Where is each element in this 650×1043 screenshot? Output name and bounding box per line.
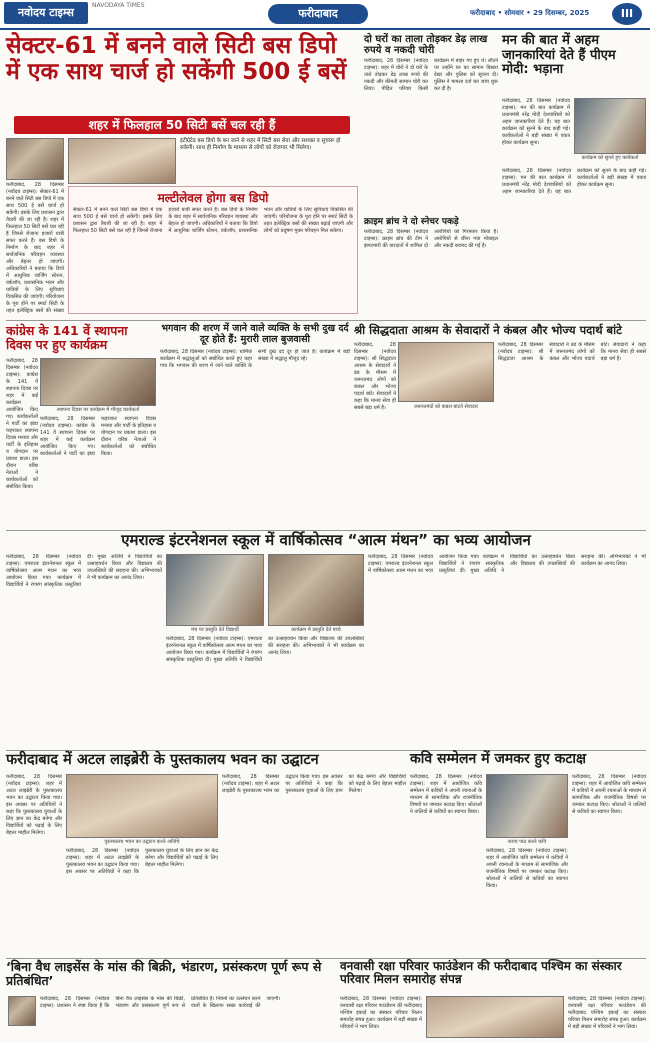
lead-text-col1: फरीदाबाद, 28 दिसम्बर (नवोदय टाइम्स): सेक्टर-61 में बनने वाले सिटी बस डिपो में एक साथ 500 ई बसें चार्ज हो सकेंगी। इसके लिए प्रशासन द्वारा तैयारी की जा रही है। शहर में फिलहाल 50 सिटी बसें चल रही हैं जिनसे रोजाना हजारों यात्री सफर करते हैं। बस डिपो के निर्माण के बाद शहर में सार्वजनिक परिवहन व्यवस्था और बेहतर हो जाएगी। अधिकारियों ने बताया कि डिपो में आधुनिक चार्जिंग स्टेशन, वर्कशॉप, प्रशासनिक भवन और यात्रियों के लिए सुविधाएं विकसित की जाएंगी। परियोजना के पूरा होने पर स्मार्ट सिटी के तहत इलेक्ट्रिक बसों की संख्या	[6, 182, 64, 314]
multilevel-box	[68, 186, 358, 314]
vanvasi-photo	[426, 996, 564, 1038]
congress-caption: स्थापना दिवस पर कार्यक्रम में मौजूद कार्यकर्ता	[56, 407, 140, 413]
emerald-photo-2	[268, 554, 364, 626]
crime-branch-headline: क्राइम ब्रांच ने दो स्नेचर पकड़े	[364, 217, 459, 228]
mann-photo	[574, 98, 646, 154]
library-headline: फरीदाबाद में अटल लाइब्रेरी के पुस्तकालय भवन का उद्घाटन	[6, 752, 319, 768]
mann-text-top: फरीदाबाद, 28 दिसम्बर (नवोदय टाइम्स): मन की बात कार्यक्रम में प्रधानमंत्री नरेंद्र मोदी देशवासियों को अहम जानकारियां देते हैं। यह बात कार्यक्रम को सुनने के बाद कही गई। कार्यकर्ताओं ने बड़ी संख्या में एकत्र होकर कार्यक्रम सुना।	[502, 98, 570, 146]
lead-headline-block	[6, 34, 358, 114]
emerald-caption-2: कार्यक्रम में प्रस्तुति देते बच्चे	[291, 627, 341, 633]
mann-text: फरीदाबाद, 28 दिसम्बर (नवोदय टाइम्स): मन की बात कार्यक्रम में प्रधानमंत्री नरेंद्र मोदी देशवासियों को अहम जानकारियां देते हैं। यह बात कार्यक्रम को सुनने के बाद कही गई। कार्यकर्ताओं ने बड़ी संख्या में एकत्र होकर कार्यक्रम सुना।	[502, 168, 646, 195]
lead-headline: सेक्टर-61 में बनने वाले सिटी बस डिपो में एक साथ चार्ज हो सकेंगी 500 ई बसें	[6, 33, 347, 85]
divider	[6, 320, 646, 321]
vanvasi-text-right: फरीदाबाद, 28 दिसम्बर (नवोदय टाइम्स): वनवासी रक्षा परिवार फाउंडेशन की फरीदाबाद पश्चिम इकाई का संस्कार परिवार मिलन समारोह संपन्न हुआ। कार्यक्रम में बड़ी संख्या में परिवारों ने भाग लिया।	[568, 996, 646, 1030]
emerald-text-right: फरीदाबाद, 28 दिसम्बर (नवोदय टाइम्स): एमराल्ड इंटरनेशनल स्कूल में वार्षिकोत्सव आत्म मंथन का भव्य आयोजन किया गया। कार्यक्रम में विद्यार्थियों ने रंगारंग सांस्कृतिक प्रस्तुतियां दीं। मुख्य अतिथि ने विद्यार्थियों का उत्साहवर्धन किया और विद्यालय की उपलब्धियों की सराहना की। अभिभावकों ने भी कार्यक्रम का आनंद लिया।	[368, 554, 646, 574]
bhagwan-story	[160, 324, 350, 530]
emerald-photo-1	[166, 554, 264, 626]
ashram-story	[354, 324, 646, 530]
theft-text: फरीदाबाद, 28 दिसम्बर (नवोदय टाइम्स): शहर में चोरों ने दो घरों के ताले तोड़कर डेढ़ लाख रुपये की नकदी और कीमती सामान चोरी कर लिया। पीड़ित परिवार किसी कार्यक्रम में बाहर गए हुए थे। लौटने पर उन्होंने घर का सामान बिखरा देखा और पुलिस को सूचना दी। पुलिस ने मामला दर्ज कर जांच शुरू कर दी है।	[364, 58, 498, 93]
mann-caption: कार्यक्रम को सुनते हुए कार्यकर्ता	[581, 155, 639, 161]
ashram-headline: श्री सिद्धदाता आश्रम के सेवादारों ने कंबल और भोज्य पदार्थ बांटे	[354, 323, 622, 337]
theft-headline: दो घरों का ताला तोड़कर डेढ़ लाख रुपये व नकदी चोरी	[364, 34, 488, 57]
lead-subhead: शहर में फिलहाल 50 सिटी बसें चल रही हैं	[14, 116, 350, 134]
bhagwan-headline: भगवान की शरण में जाने वाले व्यक्ति के सभी दुख दर्द दूर होते हैं: मुरारी लाल बुजवासी	[161, 323, 349, 345]
meat-text: फरीदाबाद, 28 दिसम्बर (नवोदय टाइम्स): प्रशासन ने स्पष्ट किया है कि बिना वैध लाइसेंस के मांस की बिक्री, भंडारण और प्रसंस्करण पूर्ण रूप से प्रतिबंधित है। नियमों का उल्लंघन करने वालों के खिलाफ सख्त कार्रवाई की जाएगी।	[40, 996, 281, 1009]
congress-text: फरीदाबाद, 28 दिसम्बर (नवोदय टाइम्स): कांग्रेस के 141 वें स्थापना दिवस पर शहर में कई कार्यक्रम आयोजित किए गए। कार्यकर्ताओं ने पार्टी का झंडा फहराकर स्थापना दिवस मनाया और पार्टी के इतिहास व योगदान पर प्रकाश डाला। इस दौरान वरिष्ठ नेताओं ने कार्यकर्ताओं को संबोधित किया।	[40, 416, 156, 457]
multilevel-text: सेक्टर-61 में बनने वाले सिटी बस डिपो में एक साथ 500 ई बसें चार्ज हो सकेंगी। इसके लिए प्रशासन द्वारा तैयारी की जा रही है। शहर में फिलहाल 50 सिटी बसें चल रही हैं जिनसे रोजाना हजारों यात्री सफर करते हैं। बस डिपो के निर्माण के बाद शहर में सार्वजनिक परिवहन व्यवस्था और बेहतर हो जाएगी। अधिकारियों ने बताया कि डिपो में आधुनिक चार्जिंग स्टेशन, वर्कशॉप, प्रशासनिक भवन और यात्रियों के लिए सुविधाएं विकसित की जाएंगी। परियोजना के पूरा होने पर स्मार्ट सिटी के तहत इलेक्ट्रिक बसों की संख्या बढ़ाई जाएगी और लोगों को प्रदूषण मुक्त परिवहन मिल सकेगा।	[73, 207, 353, 234]
congress-text-narrow: फरीदाबाद, 28 दिसम्बर (नवोदय टाइम्स): कांग्रेस के 141 वें स्थापना दिवस पर शहर में कई कार्यक्रम आयोजित किए गए। कार्यकर्ताओं ने पार्टी का झंडा फहराकर स्थापना दिवस मनाया और पार्टी के इतिहास व योगदान पर प्रकाश डाला। इस दौरान वरिष्ठ नेताओं ने कार्यकर्ताओं को संबोधित किया।	[6, 358, 38, 490]
kavi-text-left: फरीदाबाद, 28 दिसम्बर (नवोदय टाइम्स): शहर में आयोजित कवि सम्मेलन में कवियों ने अपनी रचनाओं के माध्यम से सामाजिक और राजनीतिक विषयों पर जमकर कटाक्ष किए। श्रोताओं ने तालियों से कवियों का स्वागत किया।	[410, 774, 482, 815]
kavi-text-middle: फरीदाबाद, 28 दिसम्बर (नवोदय टाइम्स): शहर में आयोजित कवि सम्मेलन में कवियों ने अपनी रचनाओं के माध्यम से सामाजिक और राजनीतिक विषयों पर जमकर कटाक्ष किए। श्रोताओं ने तालियों से कवियों का स्वागत किया।	[486, 848, 568, 889]
ashram-text-left: फरीदाबाद, 28 दिसम्बर (नवोदय टाइम्स): श्री सिद्धदाता आश्रम के सेवादारों ने ठंड के मौसम में जरूरतमंद लोगों को कंबल और भोज्य पदार्थ बांटे। सेवादारों ने कहा कि मानव सेवा ही सबसे बड़ा धर्म है।	[354, 342, 396, 411]
ashram-photo	[398, 342, 494, 402]
mann-headline: मन की बात में अहम जानकारियां देते हैं पीएम मोदी: भड़ाना	[502, 33, 616, 78]
congress-headline: कांग्रेस के 141 वें स्थापना दिवस पर हुए कार्यक्रम	[6, 323, 128, 352]
theft-story	[364, 34, 498, 318]
library-text-left: फरीदाबाद, 28 दिसम्बर (नवोदय टाइम्स): शहर में अटल लाइब्रेरी के पुस्तकालय भवन का उद्घाटन किया गया। इस अवसर पर अतिथियों ने कहा कि पुस्तकालय युवाओं के लिए ज्ञान का केंद्र बनेगा और विद्यार्थियों को पढ़ाई के लिए बेहतर माहौल मिलेगा।	[6, 774, 62, 836]
section-badge: फरीदाबाद	[268, 4, 368, 24]
multilevel-title: मल्टीलेवल होगा बस डिपो	[157, 191, 269, 205]
lead-photo-main	[68, 138, 176, 184]
lead-photo-small	[6, 138, 64, 180]
ashram-caption: जरूरतमंदों को कंबल बांटते सेवादार	[414, 404, 478, 410]
kavi-headline: कवि सम्मेलन में जमकर हुए कटाक्ष	[410, 751, 587, 767]
library-photo	[66, 774, 218, 838]
kavi-story	[410, 752, 646, 956]
newspaper-subtitle: NAVODAYA TIMES	[92, 2, 145, 9]
meat-headline: ‘बिना वैध लाइसेंस के मांस की बिक्री, भंडारण, प्रसंस्करण पूर्ण रूप से प्रतिबंधित’	[6, 959, 322, 988]
lead-box-note: इंटीग्रेटेड बस डिपो के बन जाने से शहर में सिटी बस सेवा और सशक्त व सुचारू हो सकेगी। साथ ही निर्माण के माध्यम से लोगों को रोजगार भी मिलेगा।	[180, 138, 341, 151]
emerald-text-middle: फरीदाबाद, 28 दिसम्बर (नवोदय टाइम्स): एमराल्ड इंटरनेशनल स्कूल में वार्षिकोत्सव आत्म मंथन का भव्य आयोजन किया गया। कार्यक्रम में विद्यार्थियों ने रंगारंग सांस्कृतिक प्रस्तुतियां दीं। मुख्य अतिथि ने विद्यार्थियों का उत्साहवर्धन किया और विद्यालय की उपलब्धियों की सराहना की। अभिभावकों ने भी कार्यक्रम का आनंद लिया।	[166, 636, 364, 663]
library-text-right: फरीदाबाद, 28 दिसम्बर (नवोदय टाइम्स): शहर में अटल लाइब्रेरी के पुस्तकालय भवन का उद्घाटन किया गया। इस अवसर पर अतिथियों ने कहा कि पुस्तकालय युवाओं के लिए ज्ञान का केंद्र बनेगा और विद्यार्थियों को पढ़ाई के लिए बेहतर माहौल मिलेगा।	[222, 774, 406, 794]
kavi-photo	[486, 774, 568, 838]
vanvasi-story	[340, 960, 646, 1040]
congress-story	[6, 324, 156, 530]
issue-date: फरीदाबाद • सोमवार • 29 दिसम्बर, 2025	[470, 9, 590, 17]
vanvasi-text-left: फरीदाबाद, 28 दिसम्बर (नवोदय टाइम्स): वनवासी रक्षा परिवार फाउंडेशन की फरीदाबाद पश्चिम इकाई का संस्कार परिवार मिलन समारोह संपन्न हुआ। कार्यक्रम में बड़ी संख्या में परिवारों ने भाग लिया।	[340, 996, 422, 1030]
emerald-story	[6, 532, 646, 748]
bhagwan-text: फरीदाबाद, 28 दिसम्बर (नवोदय टाइम्स): धार्मिक कार्यक्रम में श्रद्धालुओं को संबोधित करते हुए कहा गया कि भगवान की शरण में जाने वाले व्यक्ति के सभी दुख दर्द दूर हो जाते हैं। कार्यक्रम में बड़ी संख्या में श्रद्धालु मौजूद रहे।	[160, 349, 350, 370]
newspaper-logo: नवोदय टाइम्स	[4, 2, 88, 24]
congress-photo	[40, 358, 156, 406]
vanvasi-headline: वनवासी रक्षा परिवार फाउंडेशन की फरीदाबाद पश्चिम का संस्कार परिवार मिलन समारोह संपन्न	[340, 959, 622, 987]
meat-photo	[8, 996, 36, 1026]
mann-ki-baat-story	[502, 34, 646, 318]
emerald-text-left: फरीदाबाद, 28 दिसम्बर (नवोदय टाइम्स): एमराल्ड इंटरनेशनल स्कूल में वार्षिकोत्सव आत्म मंथन का भव्य आयोजन किया गया। कार्यक्रम में विद्यार्थियों ने रंगारंग सांस्कृतिक प्रस्तुतियां दीं। मुख्य अतिथि ने विद्यार्थियों का उत्साहवर्धन किया और विद्यालय की उपलब्धियों की सराहना की। अभिभावकों ने भी कार्यक्रम का आनंद लिया।	[6, 554, 162, 588]
kavi-text-right: फरीदाबाद, 28 दिसम्बर (नवोदय टाइम्स): शहर में आयोजित कवि सम्मेलन में कवियों ने अपनी रचनाओं के माध्यम से सामाजिक और राजनीतिक विषयों पर जमकर कटाक्ष किए। श्रोताओं ने तालियों से कवियों का स्वागत किया।	[572, 774, 646, 815]
masthead	[0, 0, 650, 30]
library-caption: पुस्तकालय भवन का उद्घाटन करते अतिथि	[104, 839, 180, 845]
library-text-middle: फरीदाबाद, 28 दिसम्बर (नवोदय टाइम्स): शहर में अटल लाइब्रेरी के पुस्तकालय भवन का उद्घाटन किया गया। इस अवसर पर अतिथियों ने कहा कि पुस्तकालय युवाओं के लिए ज्ञान का केंद्र बनेगा और विद्यार्थियों को पढ़ाई के लिए बेहतर माहौल मिलेगा।	[66, 848, 218, 875]
library-story	[6, 752, 406, 956]
kavi-caption: काव्य पाठ करते कवि	[507, 839, 547, 845]
emerald-headline: एमराल्ड इंटरनेशनल स्कूल में वार्षिकोत्सव “आत्म मंथन” का भव्य आयोजन	[121, 531, 531, 549]
crime-branch-text: फरीदाबाद, 28 दिसम्बर (नवोदय टाइम्स): क्राइम ब्रांच की टीम ने झपटमारी की वारदातों में शामिल दो आरोपियों को गिरफ्तार किया है। आरोपियों से छीना गया मोबाइल और नकदी बरामद की गई है।	[364, 229, 498, 250]
meat-story	[6, 960, 336, 1040]
page-number: III	[612, 3, 642, 25]
ashram-text: फरीदाबाद, 28 दिसम्बर (नवोदय टाइम्स): श्री सिद्धदाता आश्रम के सेवादारों ने ठंड के मौसम में जरूरतमंद लोगों को कंबल और भोज्य पदार्थ बांटे। सेवादारों ने कहा कि मानव सेवा ही सबसे बड़ा धर्म है।	[498, 342, 646, 362]
emerald-caption-1: मंच पर प्रस्तुति देते विद्यार्थी	[191, 627, 239, 633]
